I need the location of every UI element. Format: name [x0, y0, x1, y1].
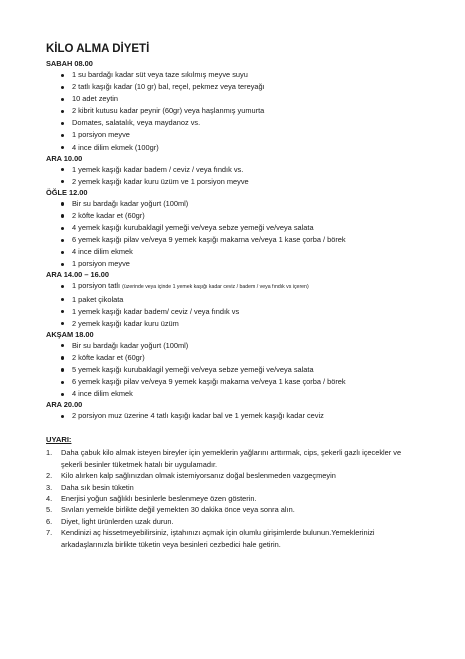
list-item: 4 ince dilim ekmek: [46, 388, 446, 400]
warning-item: [46, 527, 421, 550]
warning-item: [46, 504, 421, 515]
document-title: KİLO ALMA DİYETİ: [46, 43, 150, 55]
warning-item: [46, 470, 421, 481]
list-item: 5 yemek kaşığı kurubaklagil yemeği ve/veya sebze yemeği ve/veya salata: [46, 364, 446, 376]
warning-number: 5.: [46, 505, 53, 515]
warning-number: 4.: [46, 493, 53, 503]
list-item: 2 porsiyon muz üzerine 4 tatlı kaşığı kadar bal ve 1 yemek kaşığı kadar ceviz: [46, 410, 446, 422]
warning-item: [46, 482, 421, 493]
section-title-ara-14-16: ARA 14.00 – 16.00: [46, 270, 109, 280]
list-item: 2 köfte kadar et (60gr): [46, 210, 446, 222]
list-item: 1 porsiyon meyve: [46, 129, 446, 141]
list-item: 4 ince dilim ekmek: [46, 246, 446, 258]
list-item: Domates, salatalık, veya maydanoz vs.: [46, 117, 446, 129]
list-item: 6 yemek kaşığı pilav ve/veya 9 yemek kaşığı makarna ve/veya 1 kase çorba / börek: [46, 234, 446, 246]
warning-number: 6.: [46, 516, 53, 526]
section-title-ara-10: ARA 10.00: [46, 153, 83, 163]
section-title-sabah: SABAH 08.00: [46, 59, 93, 68]
section-title-aksam: AKŞAM 18.00: [46, 329, 94, 339]
warnings-list: [46, 447, 446, 550]
warning-text: Sıvıları yemekle birlikte değil yemekten 30 dakika önce veya sonra alın.: [61, 505, 295, 515]
warning-number: 3.: [46, 482, 53, 492]
warning-text: Diyet, light ürünlerden uzak durun.: [61, 516, 174, 526]
warning-item: [46, 493, 421, 504]
list-item-note: (üzerinde veya içinde 1 yemek kaşığı kadar ceviz / badem / veya fındık vs içeren): [122, 284, 309, 291]
list-item: 4 ince dilim ekmek (100gr): [46, 142, 446, 154]
section-title-ogle: ÖĞLE 12.00: [46, 187, 88, 197]
list-item: 2 tatlı kaşığı kadar (10 gr) bal, reçel, pekmez veya tereyağı: [46, 81, 446, 93]
list-item: 1 yemek kaşığı kadar badem/ ceviz / veya fındık vs: [46, 306, 446, 318]
list-item: 1 paket çikolata: [46, 294, 446, 306]
document-page: [46, 43, 446, 550]
warning-number: 7.: [46, 528, 53, 538]
warning-item: [46, 447, 421, 470]
list-item: 2 yemek kaşığı kadar kuru üzüm: [46, 318, 446, 330]
list-item: 4 yemek kaşığı kurubaklagil yemeği ve/veya sebze yemeği ve/veya salata: [46, 222, 446, 234]
warning-text: Kendinizi aç hissetmeyebilirsiniz, iştahınızı açmak için olumlu girişimlerde bulunun.Yemeklerinizi arkadaşlarınızla birlikte tüketin veya besinleri cezbedici hale getirin.: [61, 528, 375, 549]
warning-number: 2.: [46, 471, 53, 481]
list-item: 10 adet zeytin: [46, 93, 446, 105]
warning-number: 1.: [46, 448, 53, 458]
list-item: [46, 280, 446, 293]
list-item: 1 porsiyon meyve: [46, 258, 446, 270]
warnings-title: UYARI:: [46, 435, 72, 445]
list-item-text: 1 porsiyon tatlı: [72, 281, 123, 291]
section-title-ara-20: ARA 20.00: [46, 400, 83, 410]
warning-text: Daha çabuk kilo almak isteyen bireyler için yemeklerin yağlarını arttırmak, cips, şekerli gazlı içecekler ve şekerli besinler tüketmek hatalı bir uygulamadır.: [61, 448, 402, 469]
list-item: 2 kibrit kutusu kadar peynir (60gr) veya haşlanmış yumurta: [46, 105, 446, 117]
warning-text: Kilo alırken kalp sağlınızdan olmak istemiyorsanız doğal beslenmeden vazgeçmeyin: [61, 471, 336, 481]
warning-text: Enerjisi yoğun sağlıklı besinlerle beslenmeye özen gösterin.: [61, 493, 257, 503]
section-list-aksam: [46, 340, 446, 400]
warning-item: [46, 516, 421, 527]
list-item: 1 yemek kaşığı kadar badem / ceviz / veya fındık vs.: [46, 164, 446, 176]
section-list-ogle: [46, 198, 446, 271]
list-item: 6 yemek kaşığı pilav ve/veya 9 yemek kaşığı makarna ve/veya 1 kase çorba / börek: [46, 376, 446, 388]
list-item: 2 köfte kadar et (60gr): [46, 352, 446, 364]
section-list-ara-14-16: [46, 280, 446, 329]
warning-text: Daha sık besin tüketin: [61, 482, 134, 492]
section-list-ara-10: [46, 164, 446, 188]
section-list-ara-20: [46, 410, 446, 422]
list-item: Bir su bardağı kadar yoğurt (100ml): [46, 198, 446, 210]
list-item: Bir su bardağı kadar yoğurt (100ml): [46, 340, 446, 352]
list-item: 2 yemek kaşığı kadar kuru üzüm ve 1 porsiyon meyve: [46, 176, 446, 188]
list-item: 1 su bardağı kadar süt veya taze sıkılmış meyve suyu: [46, 69, 446, 81]
section-list-sabah: [46, 69, 446, 154]
